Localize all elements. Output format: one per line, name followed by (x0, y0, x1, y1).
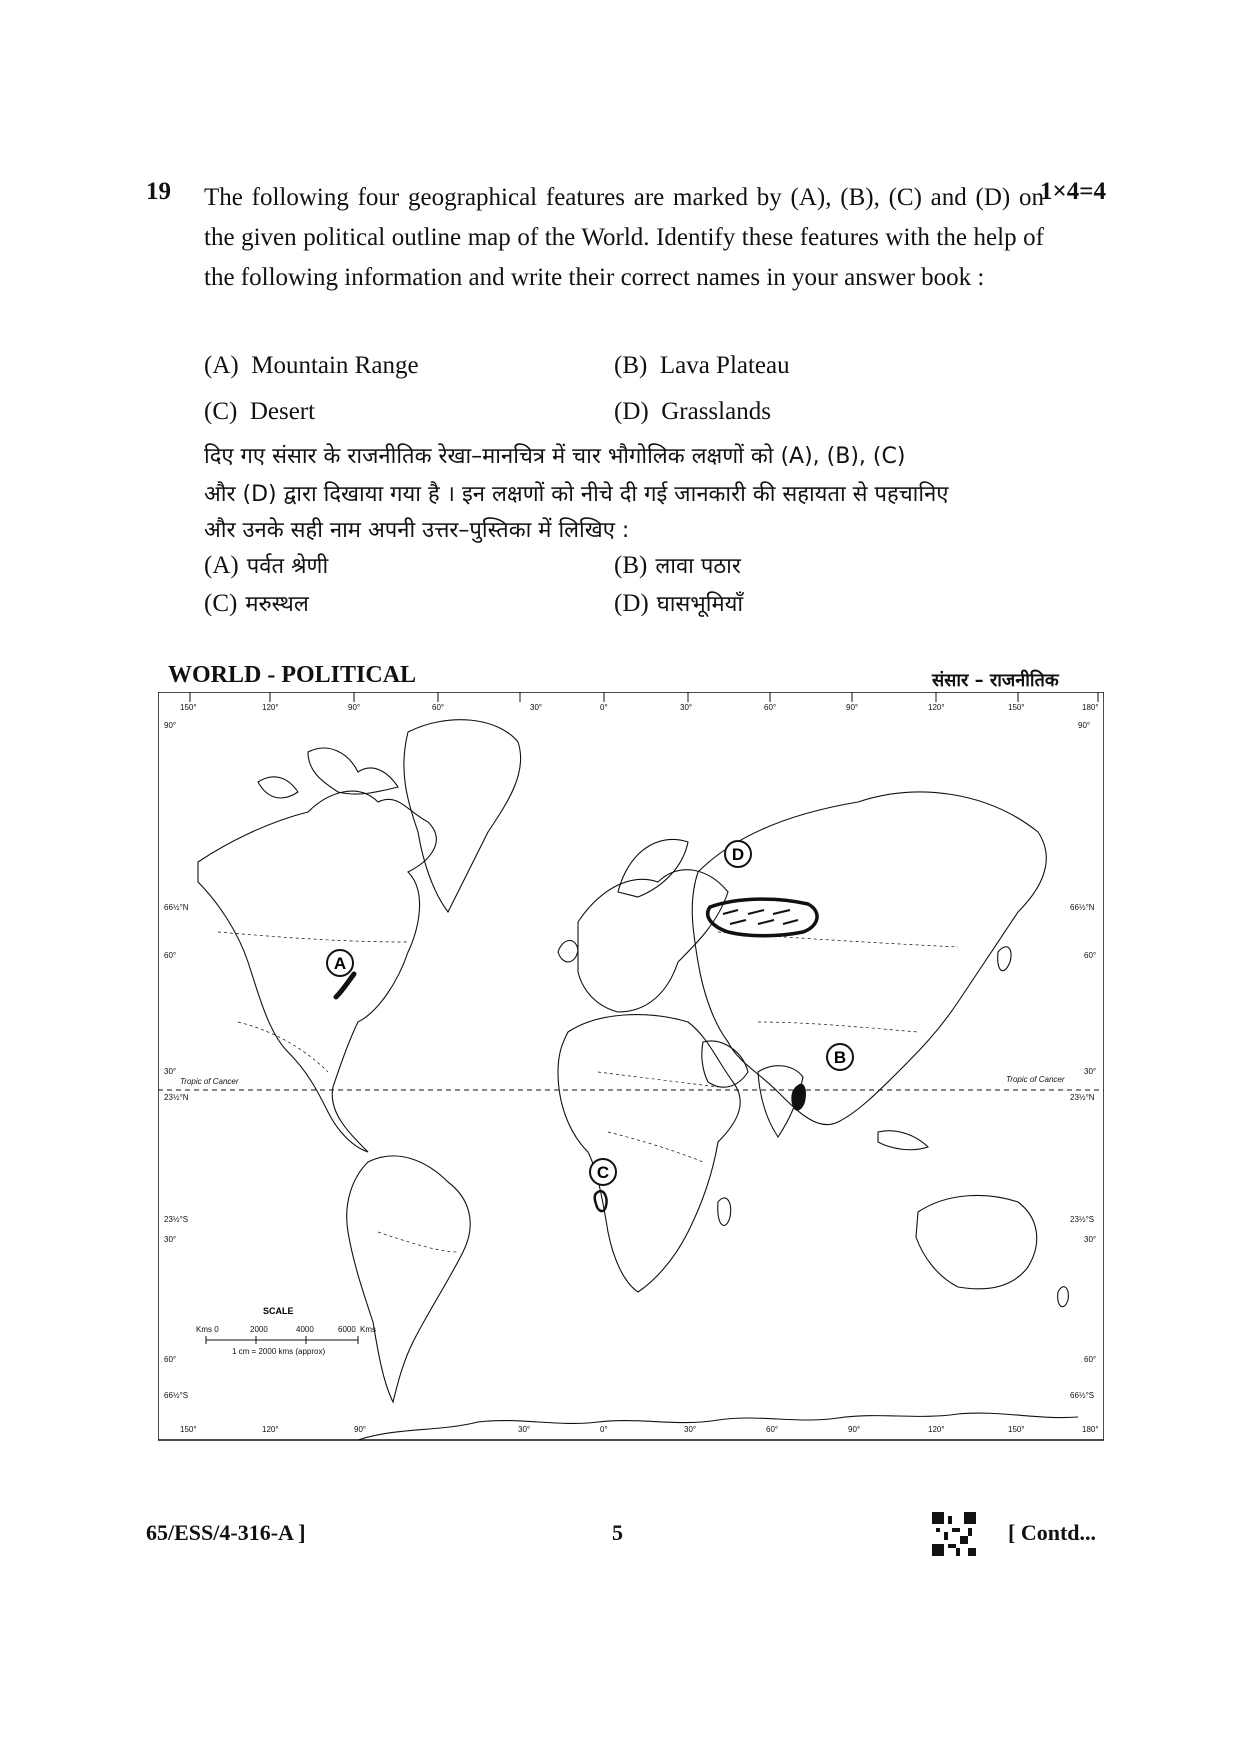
lon-label-top: 120° (928, 703, 945, 712)
lat-label-left: 60° (164, 951, 177, 960)
lat-label-right: 66½°N (1070, 903, 1095, 912)
lat-label-left: 66½°S (164, 1391, 189, 1400)
lat-label-right: 30° (1084, 1067, 1097, 1076)
lat-label-left: 23½°N (164, 1093, 189, 1102)
lon-label-top: 0° (600, 703, 608, 712)
option-c-en: (C) Desert (204, 398, 316, 425)
lon-label-bottom: 90° (848, 1425, 861, 1434)
qr-code-icon (932, 1512, 976, 1556)
lon-label-top: 150° (1008, 703, 1025, 712)
lon-label-top: 180° (1082, 703, 1099, 712)
question-text-hindi-line1: दिए गए संसार के राजनीतिक रेखा–मानचित्र में चार भौगोलिक लक्षणों को (A), (B), (C) (204, 444, 906, 469)
scale-tick: Kms 0 (196, 1325, 219, 1334)
lon-label-top: 120° (262, 703, 279, 712)
question-marks: 1×4=4 (1040, 178, 1106, 205)
tropic-label-left: Tropic of Cancer (180, 1077, 239, 1086)
lat-label-right: 60° (1084, 951, 1097, 960)
marker-a-label: A (333, 954, 347, 973)
lat-label-right: 66½°S (1070, 1391, 1095, 1400)
question-text-hindi-line2: और (D) द्वारा दिखाया गया है । इन लक्षणों को नीचे दी गई जानकारी की सहायता से पहचानिए (204, 482, 949, 507)
lon-label-bottom: 60° (766, 1425, 779, 1434)
lat-label-right: 30° (1084, 1235, 1097, 1244)
lat-label-left: 30° (164, 1067, 177, 1076)
question-text-english: The following four geographical features are marked by (A), (B), (C) and (D) on the given political outline map of the World. Identify these features with the help of the following information and write their correct names in your answer book : (204, 184, 1044, 291)
lon-label-top: 90° (846, 703, 859, 712)
marker-d-label: D (731, 845, 745, 864)
lon-label-top: 150° (180, 703, 197, 712)
continued-marker: [ Contd... (1008, 1520, 1097, 1545)
lon-label-bottom: 120° (262, 1425, 279, 1434)
paper-code: 65/ESS/4-316-A ] (146, 1520, 306, 1545)
lon-label-bottom: 30° (684, 1425, 697, 1434)
scale-note: 1 cm = 2000 kms (approx) (232, 1347, 326, 1356)
lon-label-bottom: 30° (518, 1425, 531, 1434)
scale-tick: 4000 (296, 1325, 314, 1334)
lon-label-top: 90° (348, 703, 361, 712)
option-b-en: (B) Lava Plateau (614, 352, 790, 379)
map-title-hindi: संसार – राजनीतिक (932, 670, 1059, 691)
scale-title: SCALE (263, 1306, 294, 1316)
lon-label-bottom: 180° (1082, 1425, 1099, 1434)
world-political-map (158, 692, 1104, 1442)
map-title-english: WORLD - POLITICAL (168, 662, 417, 688)
lon-label-bottom: 150° (1008, 1425, 1025, 1434)
lat-label-right: 23½°N (1070, 1093, 1095, 1102)
marker-c-label: C (596, 1163, 610, 1182)
option-b-hi: (B) लावा पठार (614, 552, 741, 579)
lat-label-right: 60° (1084, 1355, 1097, 1364)
option-a-en: (A) Mountain Range (204, 352, 419, 379)
marker-b-label: B (833, 1048, 847, 1067)
lon-label-bottom: 150° (180, 1425, 197, 1434)
lon-label-bottom: 90° (354, 1425, 367, 1434)
lat-label-left: 60° (164, 1355, 177, 1364)
lat-label-left: 30° (164, 1235, 177, 1244)
tropic-label-right: Tropic of Cancer (1006, 1075, 1065, 1084)
lon-label-top: 60° (432, 703, 445, 712)
lat-label-left: 66½°N (164, 903, 189, 912)
lat-label-left: 90° (164, 721, 177, 730)
question-number: 19 (146, 178, 171, 205)
option-c-hi: (C) मरुस्थल (204, 590, 309, 617)
option-d-hi: (D) घासभूमियाँ (614, 590, 744, 617)
question-text-hindi-line3: और उनके सही नाम अपनी उत्तर–पुस्तिका में लिखिए : (204, 518, 630, 543)
lat-label-right: 90° (1078, 721, 1091, 730)
lon-label-bottom: 0° (600, 1425, 608, 1434)
lat-label-left: 23½°S (164, 1215, 189, 1224)
lon-label-bottom: 120° (928, 1425, 945, 1434)
option-a-hi: (A) पर्वत श्रेणी (204, 552, 329, 579)
scale-tick: 2000 (250, 1325, 268, 1334)
scale-tick: Kms (360, 1325, 376, 1334)
scale-tick: 6000 (338, 1325, 356, 1334)
lat-label-right: 23½°S (1070, 1215, 1095, 1224)
page-number: 5 (612, 1520, 623, 1545)
lon-label-top: 30° (680, 703, 693, 712)
lon-label-top: 60° (764, 703, 777, 712)
lon-label-top: 30° (530, 703, 543, 712)
option-d-en: (D) Grasslands (614, 398, 771, 425)
